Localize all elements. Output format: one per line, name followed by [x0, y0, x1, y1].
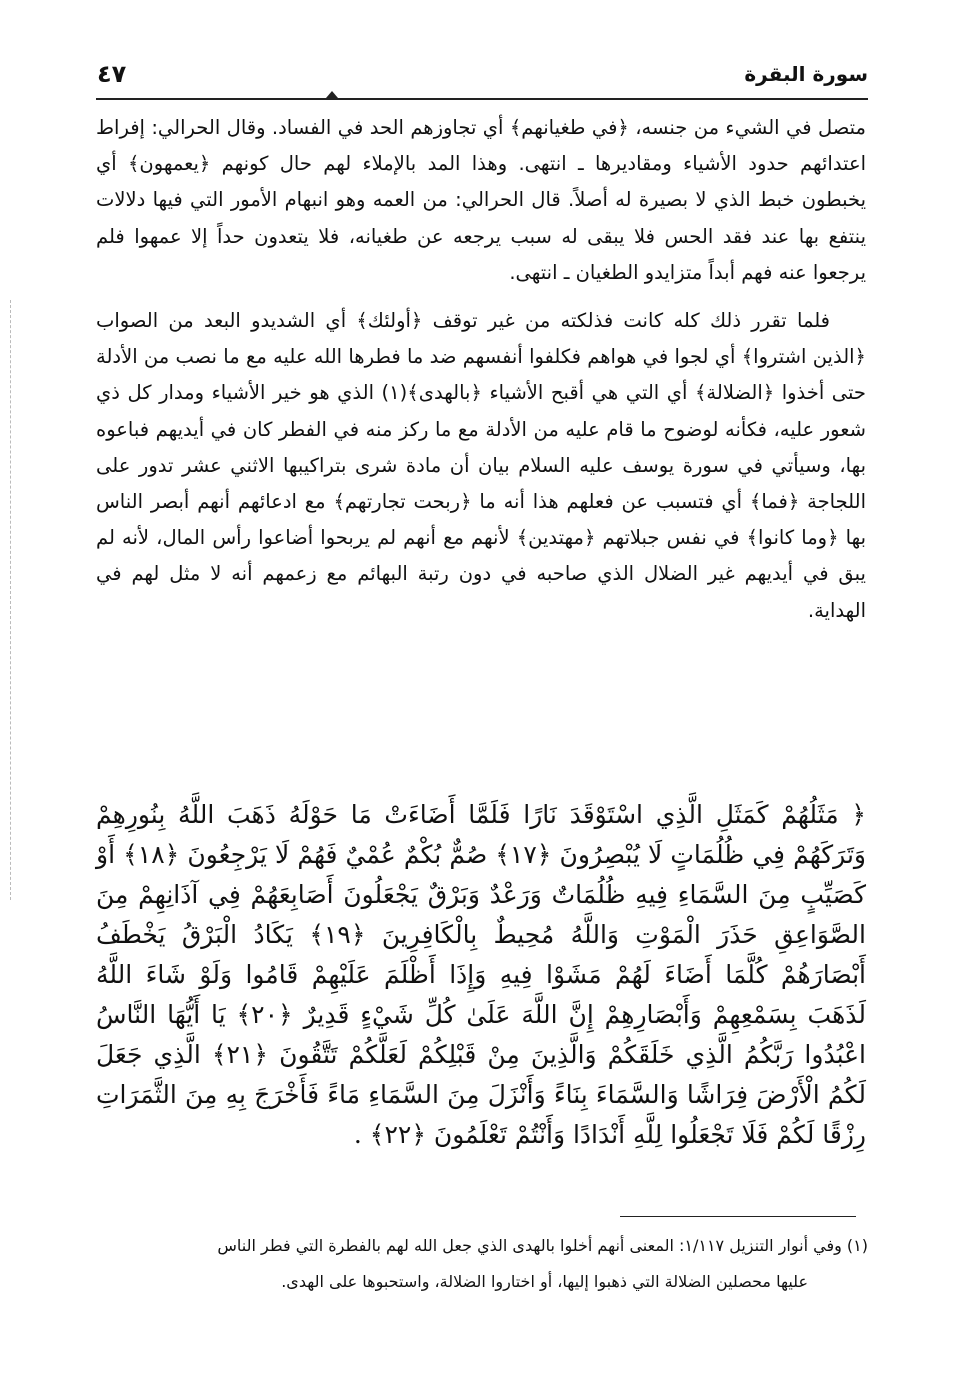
quran-verses: ﴿ مَثَلُهُمْ كَمَثَلِ الَّذِي اسْتَوْقَدَ نَارًا فَلَمَّا أَضَاءَتْ مَا حَوْلَهُ ذَهَبَ اللَّهُ بِنُورِهِمْ وَتَرَكَهُمْ فِي ظُلُمَاتٍ لَا يُبْصِرُونَ ﴿١٧﴾ صُمٌّ بُكْمٌ عُمْيٌ فَهُمْ لَا يَرْجِعُونَ ﴿١٨﴾ أَوْ كَصَيِّبٍ مِنَ السَّمَاءِ فِيهِ ظُلُمَاتٌ وَرَعْدٌ وَبَرْقٌ يَجْعَلُونَ أَصَابِعَهُمْ فِي آذَانِهِمْ مِنَ الصَّوَاعِقِ حَذَرَ الْمَوْتِ وَاللَّهُ مُحِيطٌ بِالْكَافِرِينَ ﴿١٩﴾ يَكَادُ الْبَرْقُ يَخْطَفُ أَبْصَارَهُمْ كُلَّمَا أَضَاءَ لَهُمْ مَشَوْا فِيهِ وَإِذَا أَظْلَمَ عَلَيْهِمْ قَامُوا وَلَوْ شَاءَ اللَّهُ لَذَهَبَ بِسَمْعِهِمْ وَأَبْصَارِهِمْ إِنَّ اللَّهَ عَلَىٰ كُلِّ شَيْءٍ قَدِيرٌ ﴿٢٠﴾ يَا أَيُّهَا النَّاسُ اعْبُدُوا رَبَّكُمُ الَّذِي خَلَقَكُمْ وَالَّذِينَ مِنْ قَبْلِكُمْ لَعَلَّكُمْ تَتَّقُونَ ﴿٢١﴾ الَّذِي جَعَلَ لَكُمُ الْأَرْضَ فِرَاشًا وَالسَّمَاءَ بِنَاءً وَأَنْزَلَ مِنَ السَّمَاءِ مَاءً فَأَخْرَجَ بِهِ مِنَ الثَّمَرَاتِ رِزْقًا لَكُمْ فَلَا تَجْعَلُوا لِلَّهِ أَنْدَادًا وَأَنْتُمْ تَعْلَمُونَ ﴿٢٢﴾ .: [96, 800, 866, 1149]
commentary-paragraph-1: متصل في الشيء من جنسه، ﴿في طغيانهم﴾ أي تجاوزهم الحد في الفساد. وقال الحرالي: إفراط اعتدائهم حدود الأشياء ومقاديرها ـ انتهى. وهذا المد بالإملاء لهم حال كونهم ﴿يعمهون﴾ أي يخبطون خبط الذي لا بصيرة له أصلاً. قال الحرالي: من العمه وهو انبهام الأمور التي فيها دلالات ينتفع بها عند فقد الحس فلا يبقى له سبب يرجعه عن طغيانه، فلا يتعدون حداً إلا عمهوا فلم يرجعوا عنه فهم أبداً متزايدو الطغيان ـ انتهى.: [96, 116, 866, 284]
page-number: ٤٧: [97, 60, 127, 88]
surah-title: سورة البقرة: [744, 62, 868, 86]
scan-margin-line: [10, 300, 12, 900]
footnotes: [78, 1228, 868, 1300]
footnote-line-2: عليها محصلين الضلالة التي ذهبوا إليها، أو اختاروا الضلالة، واستحبوها على الهدى.: [281, 1272, 808, 1291]
footnote-line-1: (١) وفي أنوار التنزيل ١/١١٧: المعنى أنهم أخلوا بالهدى الذي جعل الله لهم بالفطرة التي فطر الناس: [217, 1236, 868, 1255]
header-rule-mark: [326, 91, 338, 98]
commentary-text: [96, 110, 866, 629]
header-rule: [96, 98, 868, 100]
commentary-paragraph-2: فلما تقرر ذلك كله كانت فذلكته من غير توقف ﴿أولئك﴾ أي الشديدو البعد من الصواب ﴿الذين اشتروا﴾ أي لجوا في هواهم فكلفوا أنفسهم ضد ما فطرها الله عليه مع ما نصب من الأدلة حتى أخذوا ﴿الضلالة﴾ أي التي هي أقبح الأشياء ﴿بالهدى﴾(١) الذي هو خير الأشياء ومدار كل ذي شعور عليه، فكأنه لوضوح ما قام عليه من الأدلة مع ما ركز منه في الفطر كان في أيديهم فباعوه بها، وسيأتي في سورة يوسف عليه السلام بيان أن مادة شرى بتراكيبها الاثني عشر تدور على اللجاجة ﴿فما﴾ أي فتسبب عن فعلهم هذا أنه ما ﴿ربحت تجارتهم﴾ مع ادعائهم أنهم أبصر الناس بها ﴿وما كانوا﴾ في نفس جبلاتهم ﴿مهتدين﴾ لأنهم مع أنهم لم يربحوا أضاعوا رأس المال، لأنه لم يبق في أيديهم غير الضلال الذي صاحبه في دون رتبة البهائم مع زعمهم أنه لا مثل لهم في الهداية.: [96, 309, 866, 622]
footnote-rule: [620, 1216, 856, 1217]
